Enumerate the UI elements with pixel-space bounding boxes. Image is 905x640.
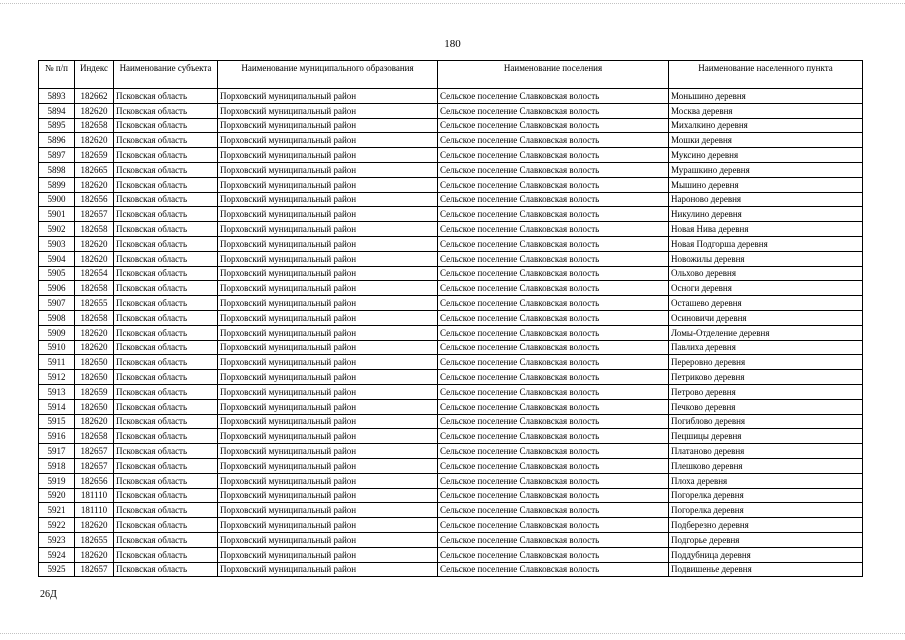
- subject-cell: Псковская область: [114, 192, 218, 207]
- table-row: [39, 89, 863, 104]
- row-number-cell: 5898: [39, 162, 75, 177]
- table-row: [39, 236, 863, 251]
- locality-cell: Петрово деревня: [669, 384, 863, 399]
- column-header-locality: Наименование населенного пункта: [669, 61, 863, 89]
- settlement-cell: Сельское поселение Славковская волость: [438, 458, 669, 473]
- postal-index-cell: 182655: [75, 296, 114, 311]
- row-number-cell: 5915: [39, 414, 75, 429]
- table-body: [39, 89, 863, 577]
- subject-cell: Псковская область: [114, 118, 218, 133]
- postal-index-cell: 182654: [75, 266, 114, 281]
- municipality-cell: Порховский муниципальный район: [218, 473, 438, 488]
- municipality-cell: Порховский муниципальный район: [218, 118, 438, 133]
- row-number-cell: 5905: [39, 266, 75, 281]
- table-row: [39, 118, 863, 133]
- postal-index-cell: 182656: [75, 473, 114, 488]
- locality-cell: Пецшицы деревня: [669, 429, 863, 444]
- postal-index-cell: 182658: [75, 310, 114, 325]
- table-row: [39, 488, 863, 503]
- table-row: [39, 458, 863, 473]
- municipality-cell: Порховский муниципальный район: [218, 414, 438, 429]
- table-row: [39, 414, 863, 429]
- settlements-table: [38, 60, 863, 577]
- settlement-cell: Сельское поселение Славковская волость: [438, 518, 669, 533]
- settlement-cell: Сельское поселение Славковская волость: [438, 429, 669, 444]
- postal-index-cell: 181110: [75, 488, 114, 503]
- settlement-cell: Сельское поселение Славковская волость: [438, 384, 669, 399]
- locality-cell: Подвишенье деревня: [669, 562, 863, 577]
- subject-cell: Псковская область: [114, 414, 218, 429]
- table-row: [39, 547, 863, 562]
- locality-cell: Печково деревня: [669, 399, 863, 414]
- settlement-cell: Сельское поселение Славковская волость: [438, 325, 669, 340]
- column-header-municipality: Наименование муниципального образования: [218, 61, 438, 89]
- row-number-cell: 5895: [39, 118, 75, 133]
- postal-index-cell: 182658: [75, 281, 114, 296]
- subject-cell: Псковская область: [114, 458, 218, 473]
- subject-cell: Псковская область: [114, 384, 218, 399]
- postal-index-cell: 182657: [75, 207, 114, 222]
- locality-cell: Новожилы деревня: [669, 251, 863, 266]
- row-number-cell: 5906: [39, 281, 75, 296]
- footer-code: 26Д: [40, 589, 57, 600]
- postal-index-cell: 182657: [75, 458, 114, 473]
- subject-cell: Псковская область: [114, 355, 218, 370]
- row-number-cell: 5925: [39, 562, 75, 577]
- municipality-cell: Порховский муниципальный район: [218, 518, 438, 533]
- municipality-cell: Порховский муниципальный район: [218, 177, 438, 192]
- municipality-cell: Порховский муниципальный район: [218, 340, 438, 355]
- settlement-cell: Сельское поселение Славковская волость: [438, 133, 669, 148]
- postal-index-cell: 182620: [75, 340, 114, 355]
- postal-index-cell: 182620: [75, 177, 114, 192]
- subject-cell: Псковская область: [114, 488, 218, 503]
- settlement-cell: Сельское поселение Славковская волость: [438, 266, 669, 281]
- locality-cell: Павлиха деревня: [669, 340, 863, 355]
- table-row: [39, 532, 863, 547]
- table-row: [39, 325, 863, 340]
- settlement-cell: Сельское поселение Славковская волость: [438, 118, 669, 133]
- row-number-cell: 5914: [39, 399, 75, 414]
- locality-cell: Никулино деревня: [669, 207, 863, 222]
- postal-index-cell: 182620: [75, 547, 114, 562]
- municipality-cell: Порховский муниципальный район: [218, 148, 438, 163]
- subject-cell: Псковская область: [114, 89, 218, 104]
- table-row: [39, 355, 863, 370]
- header-row: [39, 61, 863, 89]
- scan-edge-bottom: [0, 633, 905, 634]
- table-row: [39, 148, 863, 163]
- postal-index-cell: 182650: [75, 399, 114, 414]
- table-row: [39, 384, 863, 399]
- municipality-cell: Порховский муниципальный район: [218, 103, 438, 118]
- municipality-cell: Порховский муниципальный район: [218, 281, 438, 296]
- row-number-cell: 5920: [39, 488, 75, 503]
- table-row: [39, 562, 863, 577]
- postal-index-cell: 182662: [75, 89, 114, 104]
- postal-index-cell: 182656: [75, 192, 114, 207]
- postal-index-cell: 182620: [75, 325, 114, 340]
- postal-index-cell: 182620: [75, 236, 114, 251]
- subject-cell: Псковская область: [114, 266, 218, 281]
- postal-index-cell: 182658: [75, 222, 114, 237]
- municipality-cell: Порховский муниципальный район: [218, 133, 438, 148]
- settlement-cell: Сельское поселение Славковская волость: [438, 148, 669, 163]
- municipality-cell: Порховский муниципальный район: [218, 444, 438, 459]
- row-number-cell: 5894: [39, 103, 75, 118]
- settlement-cell: Сельское поселение Славковская волость: [438, 473, 669, 488]
- table-row: [39, 296, 863, 311]
- postal-index-cell: 182620: [75, 103, 114, 118]
- settlement-cell: Сельское поселение Славковская волость: [438, 488, 669, 503]
- table-row: [39, 222, 863, 237]
- locality-cell: Плешково деревня: [669, 458, 863, 473]
- row-number-cell: 5897: [39, 148, 75, 163]
- row-number-cell: 5922: [39, 518, 75, 533]
- column-header-subject: Наименование субъекта: [114, 61, 218, 89]
- postal-index-cell: 182658: [75, 429, 114, 444]
- row-number-cell: 5904: [39, 251, 75, 266]
- settlement-cell: Сельское поселение Славковская волость: [438, 296, 669, 311]
- municipality-cell: Порховский муниципальный район: [218, 399, 438, 414]
- table-row: [39, 281, 863, 296]
- postal-index-cell: 181110: [75, 503, 114, 518]
- locality-cell: Ломы-Отделение деревня: [669, 325, 863, 340]
- municipality-cell: Порховский муниципальный район: [218, 488, 438, 503]
- municipality-cell: Порховский муниципальный район: [218, 355, 438, 370]
- subject-cell: Псковская область: [114, 399, 218, 414]
- locality-cell: Поддубница деревня: [669, 547, 863, 562]
- settlement-cell: Сельское поселение Славковская волость: [438, 370, 669, 385]
- settlement-cell: Сельское поселение Славковская волость: [438, 340, 669, 355]
- locality-cell: Осиновичи деревня: [669, 310, 863, 325]
- municipality-cell: Порховский муниципальный район: [218, 222, 438, 237]
- row-number-cell: 5909: [39, 325, 75, 340]
- row-number-cell: 5921: [39, 503, 75, 518]
- subject-cell: Псковская область: [114, 503, 218, 518]
- locality-cell: Переровно деревня: [669, 355, 863, 370]
- row-number-cell: 5916: [39, 429, 75, 444]
- row-number-cell: 5901: [39, 207, 75, 222]
- row-number-cell: 5910: [39, 340, 75, 355]
- row-number-cell: 5903: [39, 236, 75, 251]
- subject-cell: Псковская область: [114, 518, 218, 533]
- row-number-cell: 5917: [39, 444, 75, 459]
- column-header-index: Индекс: [75, 61, 114, 89]
- municipality-cell: Порховский муниципальный район: [218, 562, 438, 577]
- locality-cell: Мышино деревня: [669, 177, 863, 192]
- row-number-cell: 5899: [39, 177, 75, 192]
- settlement-cell: Сельское поселение Славковская волость: [438, 222, 669, 237]
- settlement-cell: Сельское поселение Славковская волость: [438, 503, 669, 518]
- subject-cell: Псковская область: [114, 177, 218, 192]
- subject-cell: Псковская область: [114, 473, 218, 488]
- postal-index-cell: 182655: [75, 532, 114, 547]
- subject-cell: Псковская область: [114, 103, 218, 118]
- postal-index-cell: 182620: [75, 518, 114, 533]
- subject-cell: Псковская область: [114, 429, 218, 444]
- row-number-cell: 5907: [39, 296, 75, 311]
- column-header-settlement: Наименование поселения: [438, 61, 669, 89]
- subject-cell: Псковская область: [114, 310, 218, 325]
- municipality-cell: Порховский муниципальный район: [218, 207, 438, 222]
- municipality-cell: Порховский муниципальный район: [218, 266, 438, 281]
- settlement-cell: Сельское поселение Славковская волость: [438, 444, 669, 459]
- table-row: [39, 103, 863, 118]
- subject-cell: Псковская область: [114, 162, 218, 177]
- locality-cell: Новая Нива деревня: [669, 222, 863, 237]
- settlement-cell: Сельское поселение Славковская волость: [438, 251, 669, 266]
- table-row: [39, 370, 863, 385]
- table-row: [39, 503, 863, 518]
- table-row: [39, 177, 863, 192]
- subject-cell: Псковская область: [114, 325, 218, 340]
- table-row: [39, 429, 863, 444]
- settlement-cell: Сельское поселение Славковская волость: [438, 310, 669, 325]
- locality-cell: Нароново деревня: [669, 192, 863, 207]
- row-number-cell: 5908: [39, 310, 75, 325]
- municipality-cell: Порховский муниципальный район: [218, 162, 438, 177]
- postal-index-cell: 182657: [75, 444, 114, 459]
- column-header-number: № п/п: [39, 61, 75, 89]
- row-number-cell: 5912: [39, 370, 75, 385]
- table-row: [39, 266, 863, 281]
- table-row: [39, 473, 863, 488]
- settlement-cell: Сельское поселение Славковская волость: [438, 355, 669, 370]
- settlement-cell: Сельское поселение Славковская волость: [438, 562, 669, 577]
- locality-cell: Петриково деревня: [669, 370, 863, 385]
- municipality-cell: Порховский муниципальный район: [218, 89, 438, 104]
- municipality-cell: Порховский муниципальный район: [218, 310, 438, 325]
- postal-index-cell: 182650: [75, 355, 114, 370]
- locality-cell: Погорелка деревня: [669, 503, 863, 518]
- locality-cell: Подберезно деревня: [669, 518, 863, 533]
- table-row: [39, 192, 863, 207]
- locality-cell: Михалкино деревня: [669, 118, 863, 133]
- settlement-cell: Сельское поселение Славковская волость: [438, 547, 669, 562]
- locality-cell: Муксино деревня: [669, 148, 863, 163]
- locality-cell: Новая Подгорша деревня: [669, 236, 863, 251]
- locality-cell: Погорелка деревня: [669, 488, 863, 503]
- subject-cell: Псковская область: [114, 222, 218, 237]
- row-number-cell: 5900: [39, 192, 75, 207]
- subject-cell: Псковская область: [114, 370, 218, 385]
- settlement-cell: Сельское поселение Славковская волость: [438, 103, 669, 118]
- subject-cell: Псковская область: [114, 133, 218, 148]
- scan-edge-top: [0, 3, 905, 4]
- table-row: [39, 162, 863, 177]
- postal-index-cell: 182650: [75, 370, 114, 385]
- municipality-cell: Порховский муниципальный район: [218, 384, 438, 399]
- municipality-cell: Порховский муниципальный район: [218, 532, 438, 547]
- postal-index-cell: 182657: [75, 562, 114, 577]
- table-row: [39, 310, 863, 325]
- settlement-cell: Сельское поселение Славковская волость: [438, 162, 669, 177]
- municipality-cell: Порховский муниципальный район: [218, 192, 438, 207]
- subject-cell: Псковская область: [114, 562, 218, 577]
- settlement-cell: Сельское поселение Славковская волость: [438, 89, 669, 104]
- subject-cell: Псковская область: [114, 444, 218, 459]
- locality-cell: Мошки деревня: [669, 133, 863, 148]
- locality-cell: Москва деревня: [669, 103, 863, 118]
- municipality-cell: Порховский муниципальный район: [218, 547, 438, 562]
- settlement-cell: Сельское поселение Славковская волость: [438, 207, 669, 222]
- subject-cell: Псковская область: [114, 236, 218, 251]
- settlement-cell: Сельское поселение Славковская волость: [438, 281, 669, 296]
- row-number-cell: 5896: [39, 133, 75, 148]
- locality-cell: Платаново деревня: [669, 444, 863, 459]
- subject-cell: Псковская область: [114, 207, 218, 222]
- municipality-cell: Порховский муниципальный район: [218, 429, 438, 444]
- row-number-cell: 5919: [39, 473, 75, 488]
- locality-cell: Осноги деревня: [669, 281, 863, 296]
- subject-cell: Псковская область: [114, 251, 218, 266]
- municipality-cell: Порховский муниципальный район: [218, 236, 438, 251]
- locality-cell: Осташево деревня: [669, 296, 863, 311]
- settlement-cell: Сельское поселение Славковская волость: [438, 177, 669, 192]
- municipality-cell: Порховский муниципальный район: [218, 296, 438, 311]
- table-row: [39, 444, 863, 459]
- row-number-cell: 5913: [39, 384, 75, 399]
- postal-index-cell: 182665: [75, 162, 114, 177]
- municipality-cell: Порховский муниципальный район: [218, 458, 438, 473]
- subject-cell: Псковская область: [114, 281, 218, 296]
- table-row: [39, 399, 863, 414]
- row-number-cell: 5902: [39, 222, 75, 237]
- locality-cell: Ольхово деревня: [669, 266, 863, 281]
- table-row: [39, 518, 863, 533]
- row-number-cell: 5923: [39, 532, 75, 547]
- locality-cell: Подгорье деревня: [669, 532, 863, 547]
- subject-cell: Псковская область: [114, 148, 218, 163]
- row-number-cell: 5911: [39, 355, 75, 370]
- row-number-cell: 5924: [39, 547, 75, 562]
- postal-index-cell: 182620: [75, 133, 114, 148]
- settlement-cell: Сельское поселение Славковская волость: [438, 236, 669, 251]
- postal-index-cell: 182659: [75, 148, 114, 163]
- table-row: [39, 133, 863, 148]
- postal-index-cell: 182659: [75, 384, 114, 399]
- postal-index-cell: 182658: [75, 118, 114, 133]
- municipality-cell: Порховский муниципальный район: [218, 251, 438, 266]
- settlement-cell: Сельское поселение Славковская волость: [438, 532, 669, 547]
- settlement-cell: Сельское поселение Славковская волость: [438, 192, 669, 207]
- row-number-cell: 5893: [39, 89, 75, 104]
- subject-cell: Псковская область: [114, 547, 218, 562]
- table-header: [39, 61, 863, 89]
- settlement-cell: Сельское поселение Славковская волость: [438, 414, 669, 429]
- page-number: 180: [444, 38, 461, 50]
- subject-cell: Псковская область: [114, 532, 218, 547]
- municipality-cell: Порховский муниципальный район: [218, 325, 438, 340]
- settlement-cell: Сельское поселение Славковская волость: [438, 399, 669, 414]
- locality-cell: Моньшино деревня: [669, 89, 863, 104]
- postal-index-cell: 182620: [75, 251, 114, 266]
- locality-cell: Мурашкино деревня: [669, 162, 863, 177]
- subject-cell: Псковская область: [114, 340, 218, 355]
- row-number-cell: 5918: [39, 458, 75, 473]
- table-row: [39, 207, 863, 222]
- locality-cell: Погиблово деревня: [669, 414, 863, 429]
- subject-cell: Псковская область: [114, 296, 218, 311]
- table-row: [39, 340, 863, 355]
- table-row: [39, 251, 863, 266]
- municipality-cell: Порховский муниципальный район: [218, 503, 438, 518]
- postal-index-cell: 182620: [75, 414, 114, 429]
- locality-cell: Плоха деревня: [669, 473, 863, 488]
- municipality-cell: Порховский муниципальный район: [218, 370, 438, 385]
